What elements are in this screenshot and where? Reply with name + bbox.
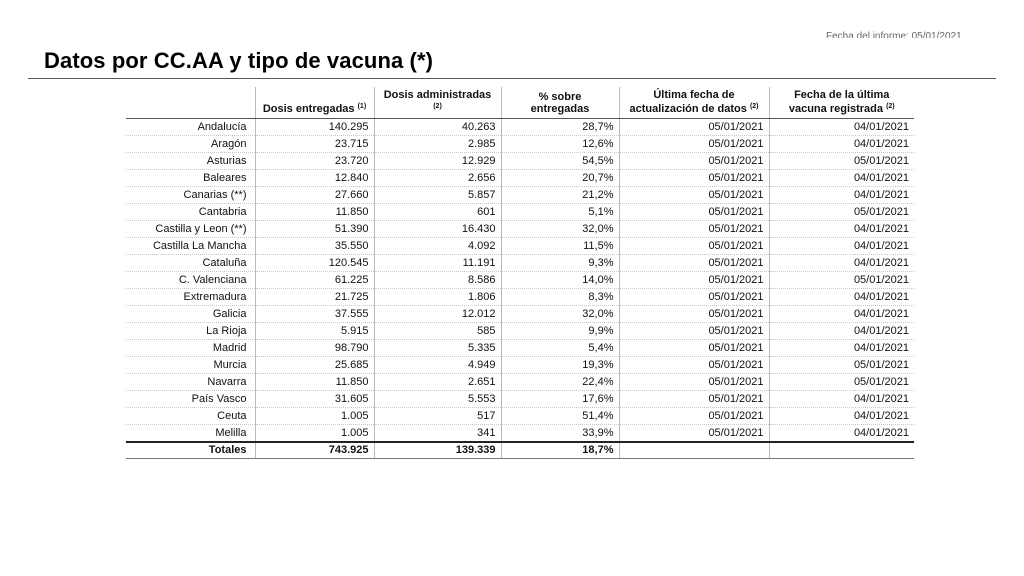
dosis-entregadas: 35.550: [255, 238, 374, 255]
porcentaje: 32,0%: [501, 306, 619, 323]
dosis-entregadas: 37.555: [255, 306, 374, 323]
porcentaje: 32,0%: [501, 221, 619, 238]
page-title: Datos por CC.AA y tipo de vacuna (*): [44, 48, 434, 73]
table-row: [126, 136, 914, 153]
porcentaje: 9,9%: [501, 323, 619, 340]
porcentaje: 8,3%: [501, 289, 619, 306]
header-ultima-actualizacion: Última fecha de actualización de datos $^{(2)}$: [619, 87, 769, 119]
fecha-actualizacion: 05/01/2021: [619, 374, 769, 391]
region-name: Asturias: [126, 153, 255, 170]
region-name: Madrid: [126, 340, 255, 357]
dosis-entregadas: 61.225: [255, 272, 374, 289]
fecha-ultima-vacuna: 04/01/2021: [769, 408, 914, 425]
dosis-administradas: 585: [374, 323, 501, 340]
region-name: Murcia: [126, 357, 255, 374]
porcentaje: 54,5%: [501, 153, 619, 170]
fecha-ultima-vacuna: 05/01/2021: [769, 204, 914, 221]
table-row: [126, 289, 914, 306]
fecha-ultima-vacuna: 04/01/2021: [769, 170, 914, 187]
dosis-administradas: 5.553: [374, 391, 501, 408]
region-name: Cantabria: [126, 204, 255, 221]
fecha-ultima-vacuna: 04/01/2021: [769, 289, 914, 306]
footnote-marker: (2): [433, 103, 442, 110]
fecha-ultima-vacuna: 04/01/2021: [769, 187, 914, 204]
totals-row: [126, 442, 914, 459]
fecha-ultima-vacuna: 04/01/2021: [769, 306, 914, 323]
region-name: Galicia: [126, 306, 255, 323]
fecha-ultima-vacuna: 04/01/2021: [769, 221, 914, 238]
dosis-administradas: 12.929: [374, 153, 501, 170]
fecha-actualizacion: 05/01/2021: [619, 136, 769, 153]
dosis-entregadas: 11.850: [255, 374, 374, 391]
fecha-actualizacion: 05/01/2021: [619, 255, 769, 272]
dosis-entregadas: 120.545: [255, 255, 374, 272]
region-name: Castilla y Leon (**): [126, 221, 255, 238]
fecha-actualizacion: 05/01/2021: [619, 272, 769, 289]
dosis-administradas: 11.191: [374, 255, 501, 272]
dosis-administradas: 2.651: [374, 374, 501, 391]
porcentaje: 5,4%: [501, 340, 619, 357]
dosis-entregadas: 23.720: [255, 153, 374, 170]
table-row: [126, 374, 914, 391]
report-date: Fecha del informe: 05/01/2021: [826, 31, 962, 38]
dosis-entregadas: 31.605: [255, 391, 374, 408]
fecha-actualizacion: 05/01/2021: [619, 153, 769, 170]
porcentaje: 33,9%: [501, 425, 619, 443]
table-row: [126, 340, 914, 357]
total-entregadas: 743.925: [255, 442, 374, 459]
dosis-administradas: 16.430: [374, 221, 501, 238]
fecha-ultima-vacuna: 04/01/2021: [769, 425, 914, 443]
header-porcentaje: % sobre entregadas: [501, 87, 619, 119]
region-name: Castilla La Mancha: [126, 238, 255, 255]
fecha-ultima-vacuna: 04/01/2021: [769, 136, 914, 153]
region-name: Extremadura: [126, 289, 255, 306]
dosis-administradas: 2.985: [374, 136, 501, 153]
header-region: [126, 87, 255, 119]
dosis-administradas: 40.263: [374, 119, 501, 136]
footnote-marker: (1): [357, 103, 367, 110]
region-name: Canarias (**): [126, 187, 255, 204]
dosis-entregadas: 140.295: [255, 119, 374, 136]
fecha-actualizacion: 05/01/2021: [619, 289, 769, 306]
dosis-administradas: 4.949: [374, 357, 501, 374]
porcentaje: 21,2%: [501, 187, 619, 204]
dosis-entregadas: 27.660: [255, 187, 374, 204]
dosis-entregadas: 1.005: [255, 408, 374, 425]
table-row: [126, 272, 914, 289]
table-row: [126, 153, 914, 170]
fecha-ultima-vacuna: 05/01/2021: [769, 272, 914, 289]
region-name: Melilla: [215, 427, 247, 439]
title-divider: [28, 78, 996, 79]
dosis-entregadas: 5.915: [255, 323, 374, 340]
dosis-entregadas: 11.850: [255, 204, 374, 221]
dosis-entregadas: 98.790: [255, 340, 374, 357]
fecha-actualizacion: 05/01/2021: [619, 170, 769, 187]
table-header-row: [126, 87, 914, 119]
region-name: País Vasco: [126, 391, 255, 408]
fecha-actualizacion: 05/01/2021: [619, 323, 769, 340]
header-dosis-entregadas: Dosis entregadas $^{(1)}$: [255, 87, 374, 119]
table-row: [126, 408, 914, 425]
dosis-administradas: 12.012: [374, 306, 501, 323]
porcentaje: 9,3%: [501, 255, 619, 272]
table-row: [126, 204, 914, 221]
dosis-administradas: 8.586: [374, 272, 501, 289]
table-row: [126, 306, 914, 323]
vaccine-data-table: [126, 87, 914, 459]
porcentaje: 14,0%: [501, 272, 619, 289]
region-name: Cataluña: [126, 255, 255, 272]
header-dosis-administradas: Dosis administradas $^{(2)}$: [374, 87, 501, 119]
fecha-actualizacion: 05/01/2021: [619, 221, 769, 238]
fecha-ultima-vacuna: 05/01/2021: [769, 153, 914, 170]
region-name: Baleares: [126, 170, 255, 187]
total-empty: [769, 442, 914, 459]
table-row: [126, 255, 914, 272]
region-name: C. Valenciana: [126, 272, 255, 289]
table-row: [126, 221, 914, 238]
table-row: [126, 357, 914, 374]
fecha-ultima-vacuna: 04/01/2021: [769, 340, 914, 357]
dosis-entregadas: 21.725: [255, 289, 374, 306]
total-empty: [619, 442, 769, 459]
dosis-administradas: 1.806: [374, 289, 501, 306]
table-body: [126, 119, 914, 443]
region-name: Ceuta: [126, 408, 255, 425]
fecha-actualizacion: 05/01/2021: [619, 340, 769, 357]
dosis-administradas: 341: [374, 425, 501, 443]
dosis-entregadas: 12.840: [255, 170, 374, 187]
porcentaje: 51,4%: [501, 408, 619, 425]
fecha-actualizacion: 05/01/2021: [619, 391, 769, 408]
table-row: [126, 425, 914, 443]
dosis-administradas: 517: [374, 408, 501, 425]
fecha-ultima-vacuna: 04/01/2021: [769, 391, 914, 408]
fecha-ultima-vacuna: 04/01/2021: [769, 119, 914, 136]
porcentaje: 12,6%: [501, 136, 619, 153]
fecha-actualizacion: 05/01/2021: [619, 357, 769, 374]
totals-label: Totales: [126, 442, 255, 459]
table-row: [126, 170, 914, 187]
dosis-administradas: 2.656: [374, 170, 501, 187]
porcentaje: 20,7%: [501, 170, 619, 187]
total-porcentaje: 18,7%: [501, 442, 619, 459]
footnote-marker: (2): [749, 103, 759, 110]
dosis-administradas: 5.335: [374, 340, 501, 357]
fecha-ultima-vacuna: 04/01/2021: [769, 238, 914, 255]
porcentaje: 28,7%: [501, 119, 619, 136]
fecha-ultima-vacuna: 04/01/2021: [769, 323, 914, 340]
dosis-entregadas: 1.005: [255, 425, 374, 443]
fecha-actualizacion: 05/01/2021: [619, 187, 769, 204]
footnote-marker: (2): [886, 103, 895, 110]
dosis-administradas: 4.092: [374, 238, 501, 255]
table-row: [126, 391, 914, 408]
fecha-actualizacion: 05/01/2021: [619, 119, 769, 136]
fecha-ultima-vacuna: 05/01/2021: [769, 374, 914, 391]
table-row: [126, 119, 914, 136]
fecha-actualizacion: 05/01/2021: [619, 408, 769, 425]
region-name: Aragón: [126, 136, 255, 153]
fecha-actualizacion: 05/01/2021: [619, 204, 769, 221]
porcentaje: 5,1%: [501, 204, 619, 221]
porcentaje: 19,3%: [501, 357, 619, 374]
header-fecha-ultima-vacuna: Fecha de la última vacuna registrada $^{(2)}$: [769, 87, 914, 119]
porcentaje: 11,5%: [501, 238, 619, 255]
footnote-text: [44, 462, 994, 468]
dosis-administradas: 601: [374, 204, 501, 221]
region-name: La Rioja: [126, 323, 255, 340]
dosis-entregadas: 25.685: [255, 357, 374, 374]
region-name: Andalucía: [126, 119, 255, 136]
fecha-ultima-vacuna: 05/01/2021: [769, 357, 914, 374]
region-name: Navarra: [126, 374, 255, 391]
total-administradas: 139.339: [374, 442, 501, 459]
fecha-actualizacion: 05/01/2021: [619, 238, 769, 255]
porcentaje: 22,4%: [501, 374, 619, 391]
fecha-ultima-vacuna: 04/01/2021: [769, 255, 914, 272]
dosis-administradas: 5.857: [374, 187, 501, 204]
dosis-entregadas: 51.390: [255, 221, 374, 238]
porcentaje: 17,6%: [501, 391, 619, 408]
dosis-entregadas: 23.715: [255, 136, 374, 153]
table-row: [126, 187, 914, 204]
fecha-actualizacion: 05/01/2021: [619, 306, 769, 323]
table-row: [126, 323, 914, 340]
table-row: [126, 238, 914, 255]
fecha-actualizacion: 05/01/2021: [619, 425, 769, 443]
